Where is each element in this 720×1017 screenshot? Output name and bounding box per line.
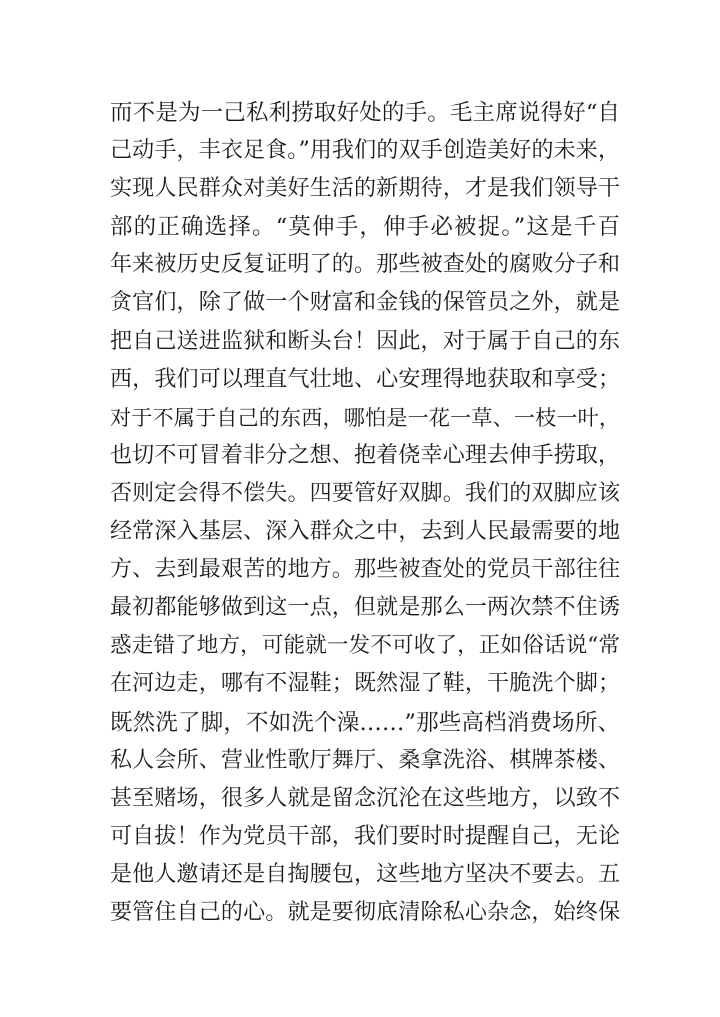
text-line: 最初都能够做到这一点，但就是那么一两次禁不住诱 <box>110 595 620 621</box>
text-line: 经常深入基层、深入群众之中，去到人民最需要的地 <box>110 519 620 545</box>
text-line: 西，我们可以理直气壮地、心安理得地获取和享受； <box>110 366 620 392</box>
text-line: 年来被历史反复证明了的。那些被查处的腐败分子和 <box>110 252 620 278</box>
text-line: 可自拔！作为党员干部，我们要时时提醒自己，无论 <box>110 823 620 849</box>
text-line: 方、去到最艰苦的地方。那些被查处的党员干部往往 <box>110 557 620 583</box>
text-line: 贪官们，除了做一个财富和金钱的保管员之外，就是 <box>110 290 620 316</box>
text-line: 惑走错了地方，可能就一发不可收了，正如俗话说“常 <box>110 633 620 659</box>
text-line: 既然洗了脚，不如洗个澡……”那些高档消费场所、 <box>110 709 620 736</box>
text-line: 而不是为一己私利捞取好处的手。毛主席说得好“自 <box>110 100 620 126</box>
body-text <box>110 94 620 932</box>
text-line: 把自己送进监狱和断头台！因此，对于属于自己的东 <box>110 328 620 354</box>
text-line: 是他人邀请还是自掏腰包，这些地方坚决不要去。五 <box>110 861 620 887</box>
text-line: 要管住自己的心。就是要彻底清除私心杂念，始终保 <box>110 899 620 925</box>
text-line: 否则定会得不偿失。四要管好双脚。我们的双脚应该 <box>110 480 620 506</box>
text-line: 在河边走，哪有不湿鞋；既然湿了鞋，干脆洗个脚； <box>110 671 620 697</box>
text-line: 对于不属于自己的东西，哪怕是一花一草、一枝一叶， <box>110 404 620 430</box>
text-line: 甚至赌场，很多人就是留念沉沦在这些地方，以致不 <box>110 785 620 811</box>
text-line: 私人会所、营业性歌厅舞厅、桑拿洗浴、棋牌茶楼、 <box>110 747 620 773</box>
text-line: 也切不可冒着非分之想、抱着侥幸心理去伸手捞取， <box>110 442 620 468</box>
text-line: 己动手，丰衣足食。”用我们的双手创造美好的未来， <box>110 138 620 164</box>
text-line: 实现人民群众对美好生活的新期待，才是我们领导干 <box>110 176 620 202</box>
text-line: 部的正确选择。“莫伸手，伸手必被捉。”这是千百 <box>110 214 620 241</box>
